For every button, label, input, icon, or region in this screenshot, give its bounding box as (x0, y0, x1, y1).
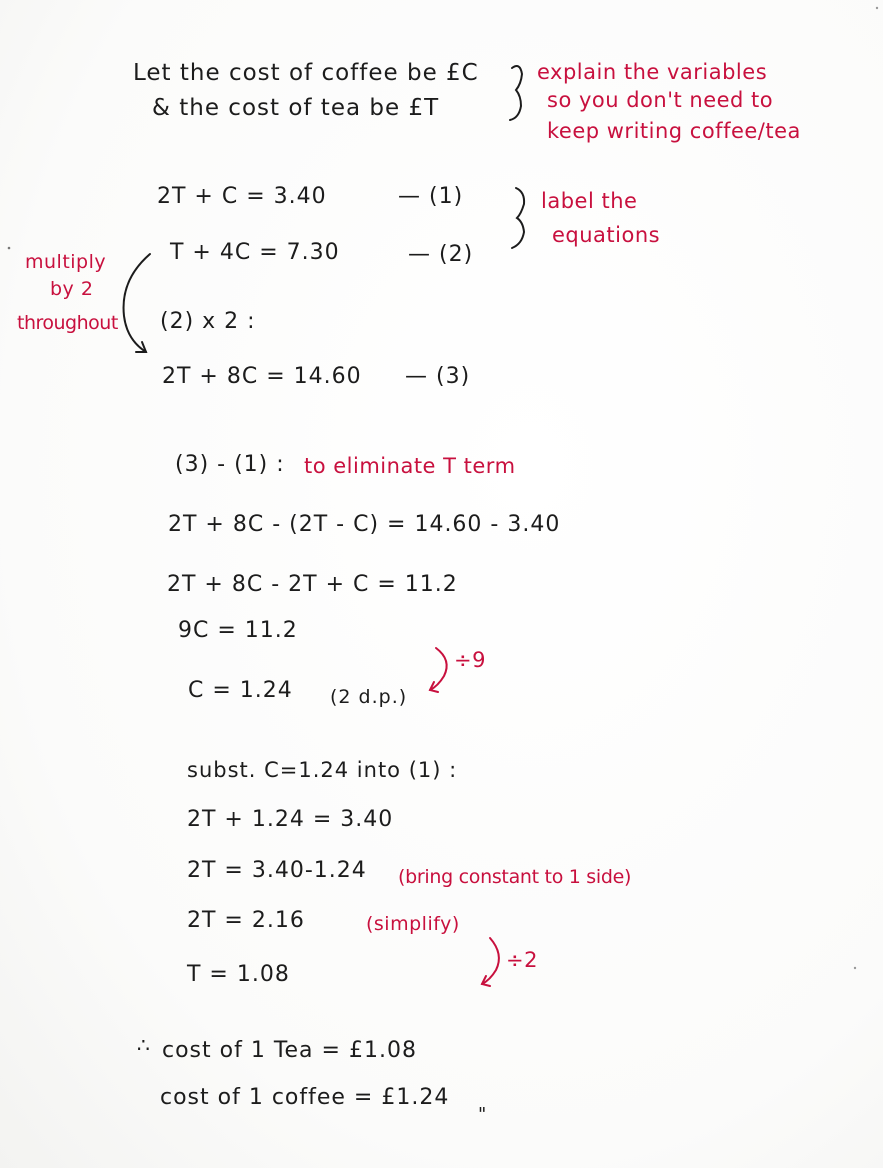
conclusion-coffee: cost of 1 coffee = £1.24 (160, 1085, 450, 1110)
divide-9-arrowhead (430, 682, 438, 692)
paper-speck (854, 967, 856, 969)
annotation-bring-constant: (bring constant to 1 side) (398, 866, 632, 888)
annotation-divide-2: ÷2 (506, 948, 538, 972)
divide-9-arrow (430, 648, 447, 690)
substitution-line-2: 2T = 3.40-1.24 (187, 858, 367, 883)
equation-1: 2T + C = 3.40 (157, 184, 327, 209)
annotation-label-equations-1: label the (541, 189, 638, 213)
equation-2: T + 4C = 7.30 (170, 240, 340, 265)
rounding-note: (2 d.p.) (330, 686, 408, 708)
multiply-arrow (124, 254, 150, 352)
divide-2-arrow (482, 938, 499, 984)
annotation-divide-9: ÷9 (454, 648, 486, 672)
annotation-multiply-3: throughout (17, 312, 118, 334)
conclusion-tea: cost of 1 Tea = £1.08 (162, 1038, 417, 1063)
variable-definition-coffee: Let the cost of coffee be £C (133, 60, 479, 86)
annotation-explain-variables-3: keep writing coffee/tea (547, 119, 801, 143)
equation-3-label: — (3) (405, 364, 471, 389)
annotation-multiply-1: multiply (25, 251, 107, 273)
annotation-simplify: (simplify) (366, 913, 460, 935)
annotation-multiply-2: by 2 (50, 278, 94, 300)
multiply-arrowhead (136, 342, 146, 352)
end-mark: " (478, 1104, 488, 1125)
annotation-explain-variables-1: explain the variables (537, 60, 768, 84)
substitution-line-3: 2T = 2.16 (187, 908, 305, 933)
elimination-line-3: 9C = 11.2 (178, 618, 298, 643)
annotation-label-equations-2: equations (552, 223, 661, 247)
equation-1-label: — (1) (398, 184, 464, 209)
solution-coffee-line: C = 1.24 (188, 678, 293, 703)
substitution-line-1: 2T + 1.24 = 3.40 (187, 807, 394, 832)
brace-variables (510, 66, 522, 120)
annotation-explain-variables-2: so you don't need to (547, 88, 774, 112)
solution-tea-line: T = 1.08 (187, 962, 290, 987)
step-multiply-equation-2: (2) x 2 : (160, 309, 256, 334)
equation-3: 2T + 8C = 14.60 (162, 364, 362, 389)
paper-speck (876, 7, 878, 9)
paper-speck (8, 247, 11, 250)
divide-2-arrowhead (482, 976, 490, 986)
elimination-line-1: 2T + 8C - (2T - C) = 14.60 - 3.40 (168, 512, 561, 537)
variable-definition-tea: & the cost of tea be £T (152, 95, 440, 121)
equation-2-label: — (2) (408, 242, 474, 267)
brace-equations (512, 188, 524, 248)
step-substitute: subst. C=1.24 into (1) : (187, 758, 458, 782)
therefore-symbol: ∴ (137, 1033, 151, 1057)
annotation-eliminate-t: to eliminate T term (304, 454, 516, 478)
step-subtract-equations: (3) - (1) : (175, 452, 285, 477)
elimination-line-2: 2T + 8C - 2T + C = 11.2 (167, 572, 458, 597)
